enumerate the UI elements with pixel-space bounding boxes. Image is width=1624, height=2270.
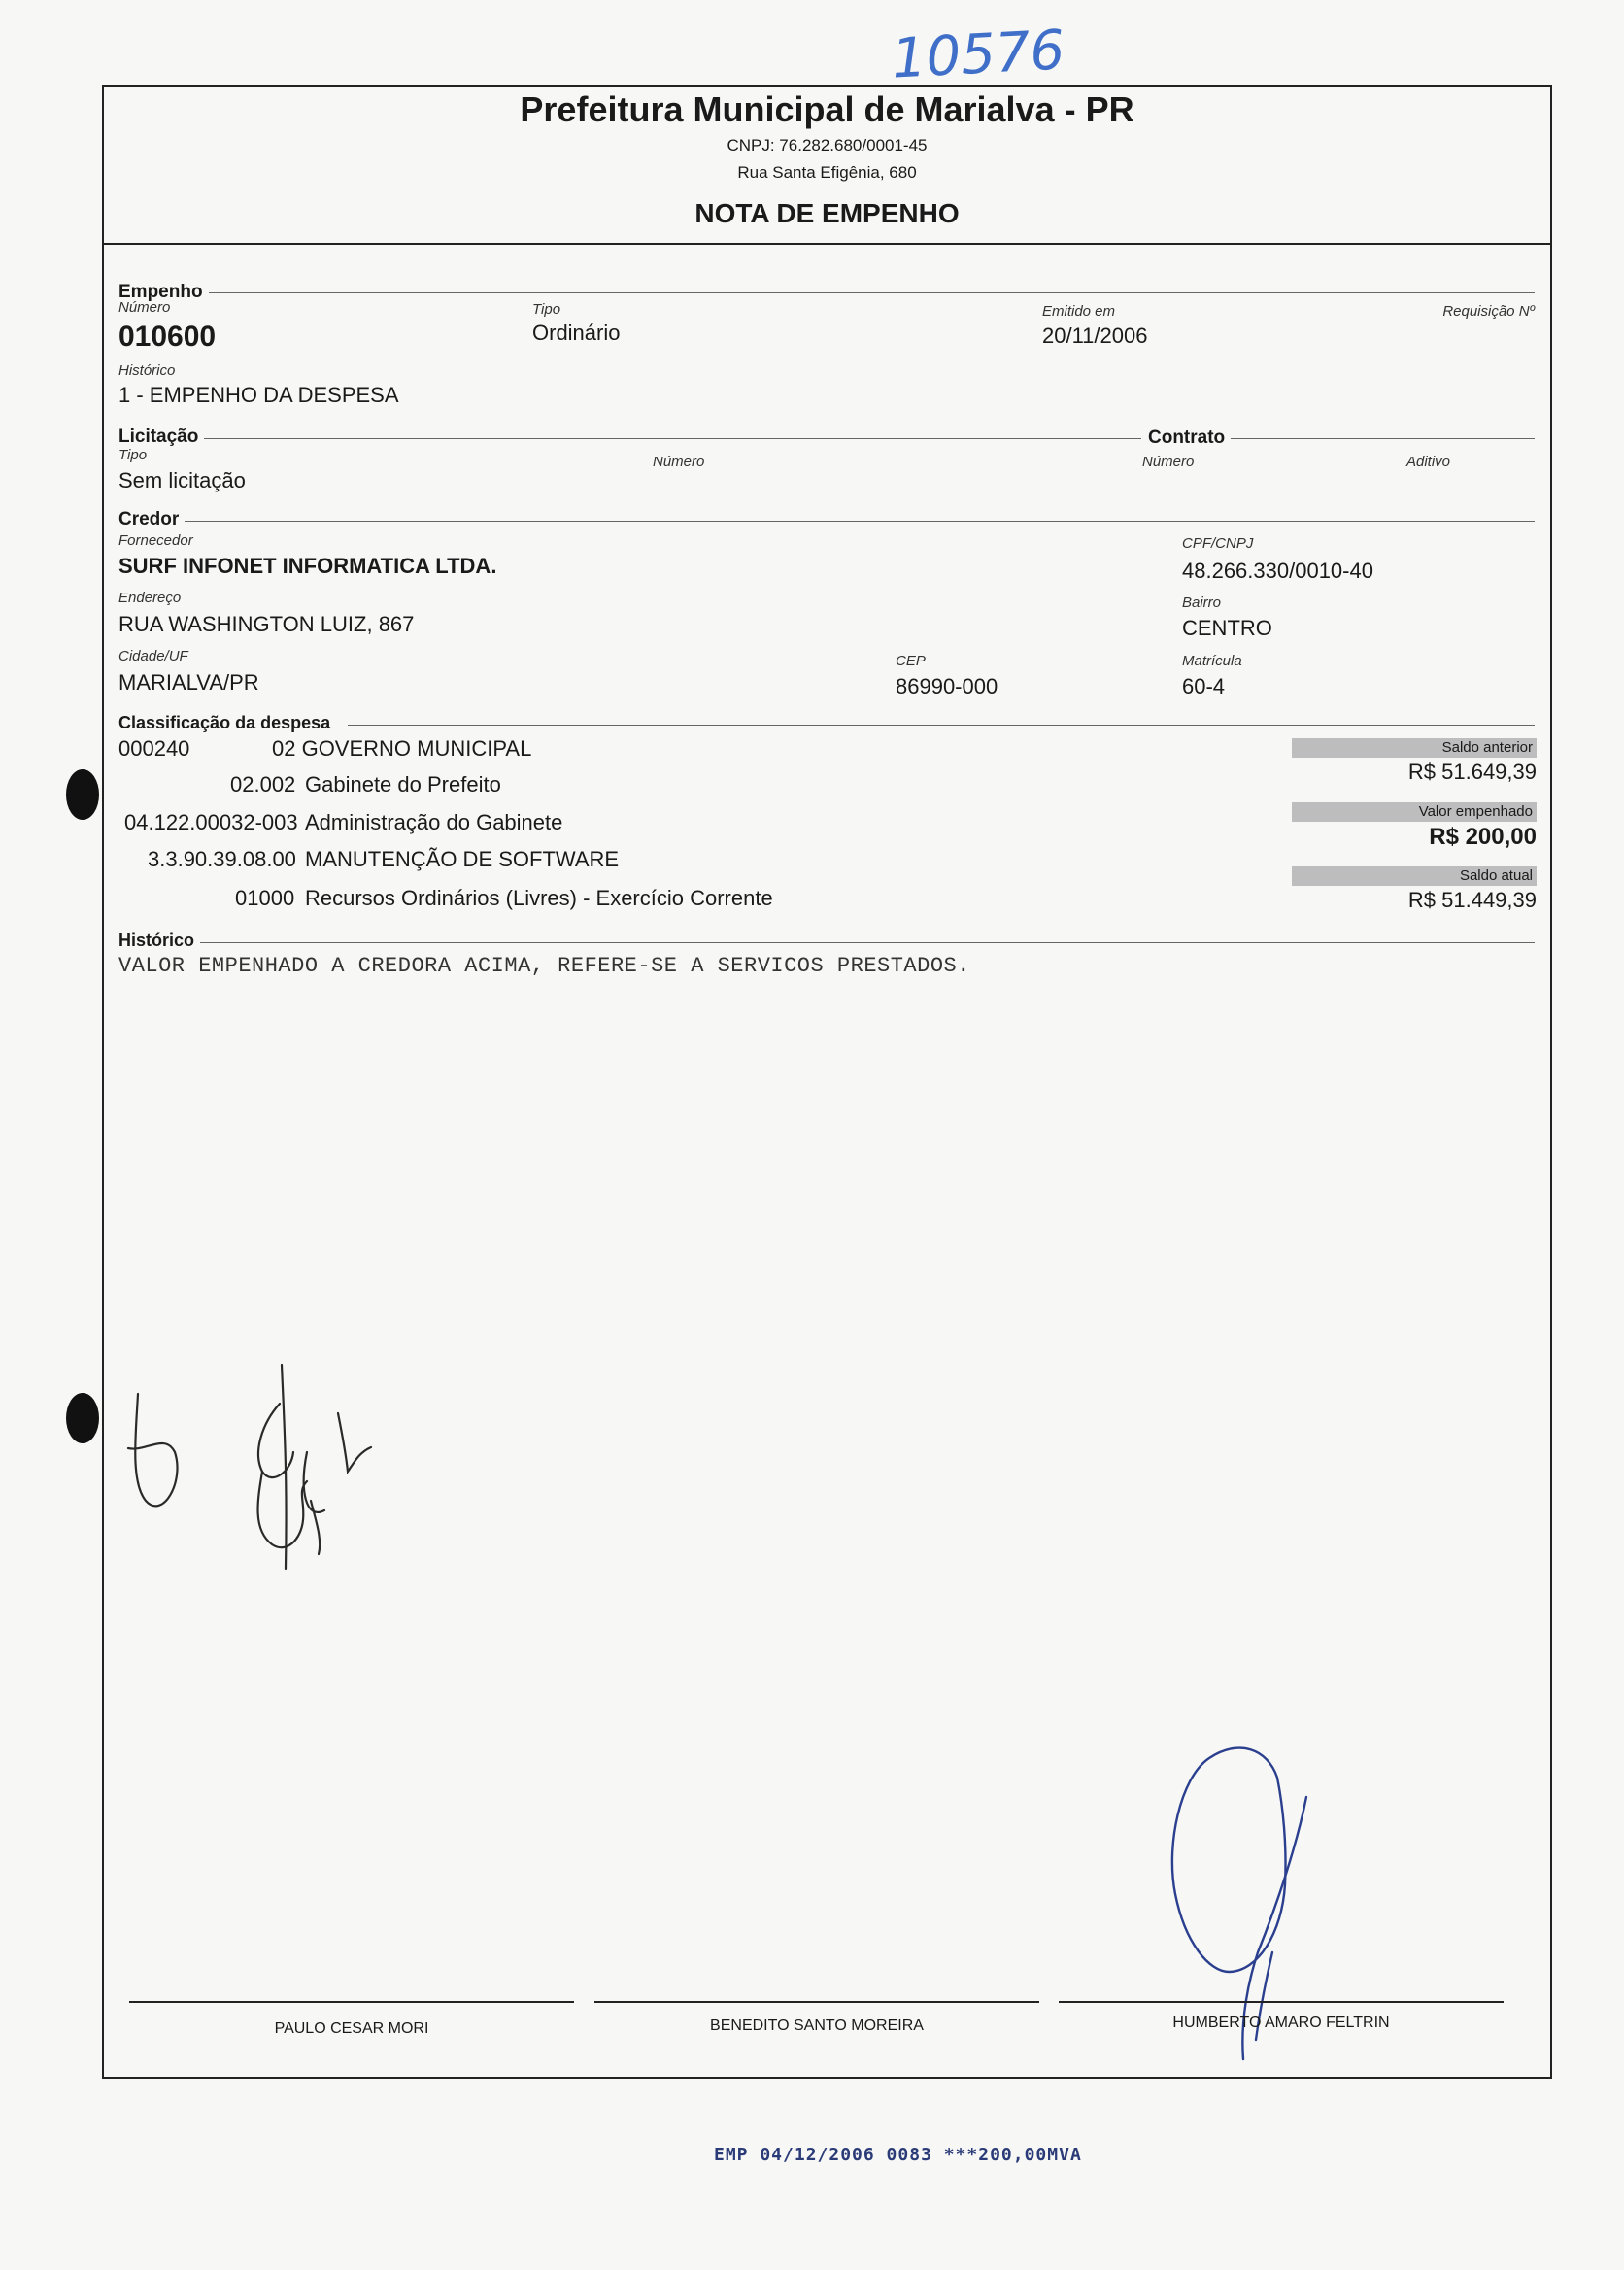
- document-title: NOTA DE EMPENHO: [694, 198, 960, 228]
- fornecedor-label: Fornecedor: [118, 532, 193, 549]
- saldo-anterior: R$ 51.649,39: [1407, 760, 1537, 784]
- historico-text: VALOR EMPENHADO A CREDORA ACIMA, REFERE-SE A SERVICOS PRESTADOS.: [118, 954, 970, 978]
- endereco: RUA WASHINGTON LUIZ, 867: [118, 612, 415, 636]
- matricula: 60-4: [1182, 674, 1226, 698]
- classificacao-section-title: Classificação da despesa: [118, 713, 336, 733]
- empenho-numero: 010600: [118, 321, 217, 353]
- stamp-number: 10576: [890, 18, 1066, 91]
- contrato-rule: [1224, 438, 1535, 439]
- licitacao-tipo-label: Tipo: [118, 447, 148, 463]
- cidade-label: Cidade/UF: [118, 648, 188, 664]
- credor-section-title: Credor: [118, 509, 185, 530]
- punch-hole-top: [66, 769, 99, 820]
- signature-line-3: [1059, 2001, 1504, 2003]
- licitacao-section-title: Licitação: [118, 426, 204, 448]
- saldo-anterior-label: Saldo anterior: [1292, 738, 1537, 758]
- cpf-cnpj-label: CPF/CNPJ: [1182, 535, 1254, 552]
- class-code-1: 000240: [118, 736, 190, 761]
- class-desc-2: Gabinete do Prefeito: [305, 772, 501, 796]
- historico-rule: [199, 942, 1535, 943]
- class-code-5: 01000: [235, 886, 295, 910]
- class-code-4: 3.3.90.39.08.00: [148, 847, 296, 871]
- saldo-atual-label: Saldo atual: [1292, 866, 1537, 886]
- cidade: MARIALVA/PR: [118, 670, 259, 695]
- cep-label: CEP: [896, 653, 926, 669]
- licitacao-tipo: Sem licitação: [118, 468, 246, 492]
- saldo-atual: R$ 51.449,39: [1407, 888, 1537, 912]
- valor-empenhado: R$ 200,00: [1429, 824, 1537, 850]
- historico-section-title: Histórico: [118, 931, 200, 951]
- signature-line-2: [594, 2001, 1039, 2003]
- class-desc-3: Administração do Gabinete: [305, 810, 563, 834]
- empenho-rule: [209, 292, 1535, 293]
- address-line: Rua Santa Efigênia, 680: [737, 163, 917, 182]
- contrato-aditivo-label: Aditivo: [1406, 454, 1451, 470]
- punch-hole-bottom: [66, 1393, 99, 1443]
- matricula-label: Matrícula: [1182, 653, 1242, 669]
- signature-line-1: [129, 2001, 574, 2003]
- signatory-name-3: HUMBERTO AMARO FELTRIN: [1172, 2015, 1390, 2031]
- requisicao-label: Requisição Nº: [1442, 303, 1535, 320]
- handwritten-signature-right: [1151, 1739, 1316, 2098]
- bairro-label: Bairro: [1182, 594, 1222, 611]
- class-desc-4: MANUTENÇÃO DE SOFTWARE: [305, 847, 620, 871]
- signatory-name-1: PAULO CESAR MORI: [274, 2020, 429, 2037]
- class-code-2: 02.002: [230, 772, 296, 796]
- signatory-name-2: BENEDITO SANTO MOREIRA: [710, 2017, 924, 2034]
- cnpj-line: CNPJ: 76.282.680/0001-45: [727, 136, 928, 154]
- contrato-section-title: Contrato: [1142, 427, 1231, 449]
- class-desc-1: 02 GOVERNO MUNICIPAL: [272, 736, 532, 761]
- empenho-historico: 1 - EMPENHO DA DESPESA: [118, 383, 399, 407]
- empenho-tipo-label: Tipo: [532, 301, 561, 318]
- handwritten-signature-left: [117, 1355, 437, 1608]
- municipality-title: Prefeitura Municipal de Marialva - PR: [520, 89, 1134, 129]
- class-code-3: 04.122.00032-003: [124, 810, 298, 834]
- cep: 86990-000: [896, 674, 998, 698]
- bank-stamp: EMP 04/12/2006 0083 ***200,00MVA: [714, 2145, 1082, 2165]
- endereco-label: Endereço: [118, 590, 182, 606]
- contrato-numero-label: Número: [1142, 454, 1195, 470]
- licitacao-rule: [199, 438, 1141, 439]
- fornecedor: SURF INFONET INFORMATICA LTDA.: [118, 554, 497, 578]
- valor-empenhado-label: Valor empenhado: [1292, 802, 1537, 822]
- cpf-cnpj: 48.266.330/0010-40: [1182, 559, 1373, 583]
- bairro: CENTRO: [1182, 616, 1272, 640]
- licitacao-numero-label: Número: [653, 454, 705, 470]
- empenho-section-title: Empenho: [118, 282, 209, 303]
- empenho-historico-label: Histórico: [118, 362, 176, 379]
- empenho-emitido: 20/11/2006: [1042, 323, 1148, 348]
- class-desc-5: Recursos Ordinários (Livres) - Exercício Corrente: [305, 886, 773, 910]
- empenho-tipo: Ordinário: [532, 321, 621, 345]
- credor-rule: [185, 521, 1535, 522]
- header-separator: [102, 243, 1552, 245]
- empenho-numero-label: Número: [118, 299, 171, 316]
- classificacao-rule: [348, 725, 1535, 726]
- empenho-emitido-label: Emitido em: [1042, 303, 1116, 320]
